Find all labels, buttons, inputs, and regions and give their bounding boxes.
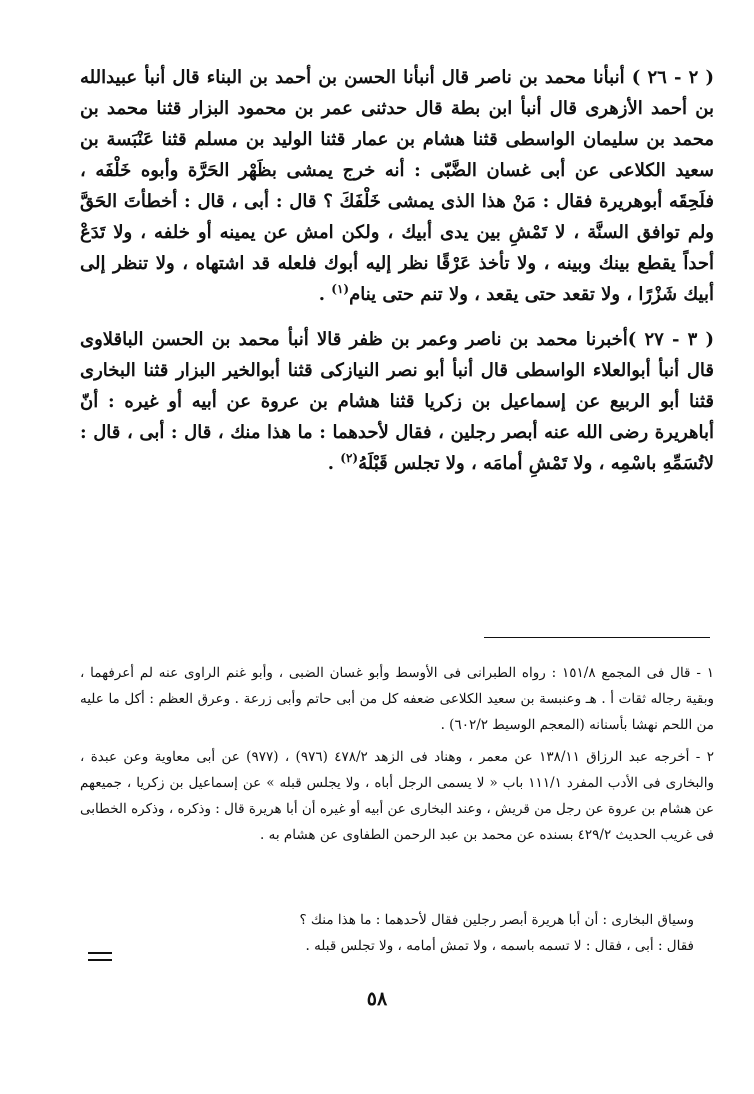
hadith-26 (80, 62, 714, 310)
bukhari-context (110, 907, 694, 959)
hadith-number: ( ٣ - ٢٧ ) (627, 329, 714, 350)
footnote-1: ١ - قال فى المجمع ١٥١/٨ : رواه الطبرانى فى الأوسط وأبو غسان الضبى ، وأبو غنم الراوى عنه لم أعرفهما ، وبقية رجاله ثقات أ . هـ وعنبسة بن سعيد الكلاعى ضعفه كل من أبى حاتم وأبى زرعة . وعرق العظم : أكل ما عليه من اللحم نهشا بأسنانه (المعجم الوسيط ٦٠٢/٢) . (80, 665, 714, 733)
end-mark (88, 952, 112, 961)
context-line: وسياق البخارى : أن أبا هريرة أبصر رجلين فقال لأحدهما : ما هذا منك ؟ (299, 912, 694, 928)
footnotes (80, 660, 714, 854)
main-text (80, 62, 714, 489)
page-number: ٥٨ (366, 988, 388, 1010)
hadith-27 (80, 324, 714, 479)
sentence-end: . (327, 453, 341, 474)
footnote-separator (484, 637, 710, 638)
sentence-end: . (318, 284, 332, 305)
hadith-text: أنبأنا محمد بن ناصر قال أنبأنا الحسن بن أحمد بن البناء قال أنبأ عبيدالله بن أحمد الأزهرى قال أنبأ ابن بطة قال حدثنى عمر بن محمود البزار قثنا محمد بن محمد بن سليمان الواسطى قثنا هشام بن عمار قثنا الوليد بن مسلم قثنا عَنْبَسة بن سعيد الكلاعى عن أبى غسان الضَّبّى : أنه خرج يمشى بظَهْر الحَرَّة وأبوه خَلْفَه ، فلَحِقَه أبوهريرة فقال : مَنْ هذا الذى يمشى خَلْفَكَ ؟ قال : أبى ، قال : أخطأتَ الحَقَّ ولم توافق السنَّة ، لا تَمْشِ بين يدى أبيك ، ولكن امش عن يمينه أو خلفه ، ولا تَدَعْ أحداً يقطع بينك وبينه ، ولا تأخذ عَرْقًا نظر إليه أبوك فلعله قد اشتهاه ، ولا تنظر إلى أبيك شَزْرًا ، ولا تقعد حتى يقعد ، ولا تنم حتى ينام (80, 67, 714, 305)
footnote-marker[interactable]: (١) (331, 282, 350, 296)
hadith-number: ( ٢ - ٢٦ ) (631, 67, 714, 88)
context-line: فقال : أبى ، فقال : لا تسمه باسمه ، ولا تمش أمامه ، ولا تجلس قبله . (305, 938, 694, 954)
footnote-marker[interactable]: (٢) (340, 451, 359, 465)
footnote-2: ٢ - أخرجه عبد الرزاق ١٣٨/١١ عن معمر ، وهناد فى الزهد ٤٧٨/٢ (٩٧٦) ، (٩٧٧) عن أبى معاوية وعن عبدة ، والبخارى فى الأدب المفرد ١١١/١ باب « لا يسمى الرجل أباه ، ولا يجلس قبله » عن إسماعيل بن زكريا ، جميعهم عن هشام بن عروة عن رجل من قريش ، وعند البخارى عن أبيه أو غيره أن أبا هريرة قال : وذكره ، وذكره الخطابى فى غريب الحديث ٤٢٩/٢ بسنده عن محمد بن عبد الرحمن الطفاوى عن هشام به . (80, 749, 714, 843)
hadith-text: أخبرنا محمد بن ناصر وعمر بن ظفر قالا أنبأ محمد بن الحسن الباقلاوى قال أنبأ أبوالعلاء الواسطى قال أنبأ أبو نصر النيازكى قثنا أبوالخير البزار قثنا البخارى قثنا أبو الربيع عن إسماعيل بن زكريا قثنا هشام بن عروة عن أبيه أو غيره : أنّ أباهريرة رضى الله عنه أبصر رجلين ، فقال لأحدهما : ما هذا منك ، قال : أبى ، قال : لاتُسَمِّهِ باسْمِه ، ولا تَمْشِ أمامَه ، ولا تجلس قَبْلَهُ (80, 329, 714, 474)
